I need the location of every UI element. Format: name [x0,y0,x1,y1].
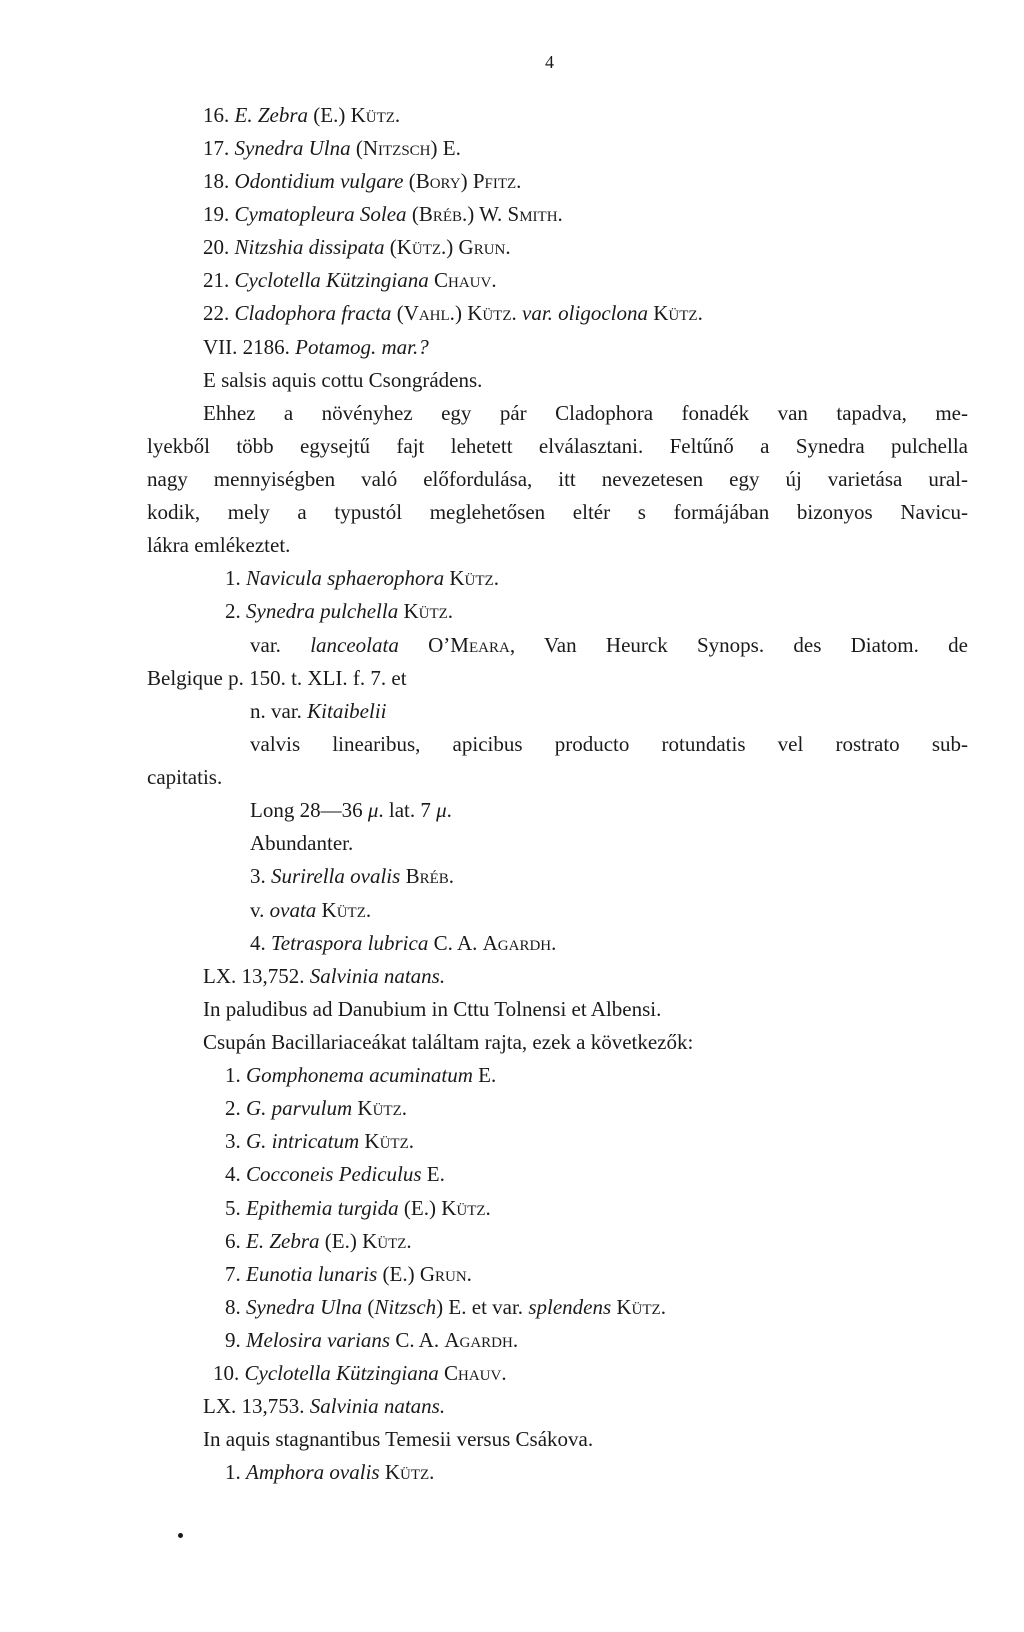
italic-taxon: Cocconeis Pediculus [246,1162,422,1186]
text-run: In paludibus ad Danubium in Cttu Tolnensi et Albensi. [203,997,662,1021]
author-name: Pfitz. [472,169,522,193]
species-entry-16 [203,102,400,128]
species-entry-22 [203,300,703,326]
italic-taxon: lanceolata [310,633,399,657]
text-run: E salsis aquis cottu Csongrádens. [203,368,483,392]
text-run: 7. [225,1262,246,1286]
author-name: Bréb. [405,864,454,888]
italic-taxon: G. parvulum [246,1096,353,1120]
text-run: 2. [225,599,246,623]
specimen-heading-lx [203,1393,445,1419]
text-run: 8. [225,1295,246,1319]
text-run: 5. [225,1196,246,1220]
author-name: Kütz. [321,898,372,922]
text-run: O’ [398,633,451,657]
author-name: Kütz. [441,1196,491,1220]
paragraph-line [147,433,968,459]
text-run: LX. 13,753. [203,1394,310,1418]
italic-taxon: E. Zebra [246,1229,320,1253]
text-run: Csupán Bacillariaceákat találtam rajta, ezek a következők: [203,1030,694,1054]
text-run: 16. [203,103,235,127]
text-run: 1. [225,566,246,590]
text-run: ( [391,301,404,325]
text-run: 18. [203,169,235,193]
author-name: Kütz. [357,1096,407,1120]
text-run: . lat. 7 [378,798,437,822]
locality-line [203,367,482,393]
new-variety-heading [250,698,387,724]
italic-taxon: Cladophora fracta [234,301,392,325]
text-run: ) W. [467,202,508,226]
text-run: 20. [203,235,235,259]
text-run: nagy mennyiségben való előfordulása, itt nevezetesen egy új varietása ural- [147,467,968,491]
diagnosis-line [250,731,968,757]
species-entry-17 [203,135,461,161]
species-entry [225,1128,414,1154]
species-entry-19 [203,201,563,227]
text-run: 6. [225,1229,246,1253]
italic-taxon: Synedra pulchella [246,599,399,623]
species-entry-18 [203,168,521,194]
text-run: kodik, mely a typustól meglehetősen eltér s formájában bizonyos Navicu- [147,500,968,524]
italic-taxon: var. oligoclona [522,301,649,325]
text-run: var. [250,633,311,657]
text-run: Ehhez a növényhez egy pár Cladophora fonadék van tapadva, me- [203,401,968,425]
species-entry [225,1095,407,1121]
author-name: Nitzsch [362,136,431,160]
text-run: VII. 2186. [203,335,296,359]
text-run: C. A. [428,931,483,955]
italic-taxon: Salvinia natans. [309,1394,446,1418]
text-run: , Van Heurck Synops. des Diatom. de [509,633,968,657]
text-run: ) [460,169,473,193]
paragraph-line [147,532,290,558]
text-run: (E.) [319,1229,363,1253]
species-entry [250,863,454,889]
text-run: . [446,798,452,822]
text-run: valvis linearibus, apicibus producto rotundatis vel rostrato sub- [250,732,968,756]
italic-taxon: Cyclotella Kützingiana [234,268,429,292]
text-run: ( [384,235,397,259]
text-run: (E.) [377,1262,420,1286]
paragraph-line [147,466,968,492]
diagnosis-line [147,764,222,790]
text-run: ) [446,235,459,259]
author-name: Kütz. [396,235,447,259]
ink-speck [178,1533,183,1538]
author-name: Kütz. [449,566,499,590]
text-run: E. [472,1063,497,1087]
species-entry [213,1360,507,1386]
text-run: 1. [225,1460,246,1484]
locality-line [203,996,661,1022]
italic-taxon: μ [436,798,447,822]
text-run: E. [421,1162,445,1186]
text-run: 4. [250,931,271,955]
species-entry [225,1261,472,1287]
italic-taxon: Epithemia turgida [246,1196,399,1220]
author-name: Smith. [507,202,563,226]
author-name: Kütz. [653,301,703,325]
text-run: 3. [250,864,271,888]
text-run: 3. [225,1129,246,1153]
abundance-line [250,830,353,856]
text-run: ( [403,169,416,193]
text-run: ) E. [430,136,461,160]
text-run: 1. [225,1063,246,1087]
italic-taxon: Melosira varians [246,1328,391,1352]
paragraph-line [203,400,968,426]
measurement-line [250,797,452,823]
text-run: C. A. [390,1328,445,1352]
species-entry [225,598,453,624]
italic-taxon: Cymatopleura Solea [234,202,407,226]
species-entry-20 [203,234,511,260]
species-entry [225,565,499,591]
text-run: capitatis. [147,765,223,789]
text-run: 10. [213,1361,245,1385]
italic-taxon: Nitzsch [374,1295,437,1319]
author-name: Kütz. [467,301,517,325]
author-name: Kütz. [362,1229,412,1253]
author-name: Meara [450,633,510,657]
italic-taxon: Tetraspora lubrica [271,931,429,955]
species-entry [250,930,556,956]
author-name: Kütz. [384,1460,435,1484]
italic-taxon: Amphora ovalis [246,1460,380,1484]
author-name: Chauv. [444,1361,507,1385]
italic-taxon: Odontidium vulgare [234,169,404,193]
author-name: Agardh. [444,1328,519,1352]
text-run: 22. [203,301,235,325]
text-run: 19. [203,202,235,226]
author-name: Vahl. [403,301,455,325]
text-run: 4. [225,1162,246,1186]
text-run: (E.) [308,103,351,127]
paragraph-line [147,499,968,525]
text-run: LX. 13,752. [203,964,310,988]
text-run: ( [350,136,363,160]
text-run: n. var. [250,699,308,723]
italic-taxon: ovata [269,898,317,922]
species-entry [225,1327,518,1353]
author-name: Kütz. [616,1295,666,1319]
italic-taxon: Salvinia natans. [309,964,446,988]
italic-taxon: G. intricatum [246,1129,360,1153]
text-run: ) E. et var. [436,1295,529,1319]
italic-taxon: Eunotia lunaris [246,1262,378,1286]
text-run: (E.) [398,1196,442,1220]
author-name: Chauv. [434,268,497,292]
author-name: Kütz. [403,599,454,623]
author-name: Grun. [458,235,511,259]
page-number: 4 [545,52,554,72]
species-entry [225,1294,666,1320]
italic-taxon: Kitaibelii [307,699,387,723]
text-run: In aquis stagnantibus Temesii versus Csákova. [203,1427,594,1451]
variety-reference [250,632,968,658]
italic-taxon: Gomphonema acuminatum [246,1063,473,1087]
text-run: 2. [225,1096,246,1120]
author-name: Bory [415,169,461,193]
italic-taxon: Cyclotella Kützingiana [244,1361,439,1385]
species-entry-21 [203,267,497,293]
text-run: lákra emlékeztet. [147,533,291,557]
text-run: ) [454,301,468,325]
italic-taxon: Synedra Ulna [246,1295,363,1319]
text-run: ( [362,1295,375,1319]
author-name: Bréb. [418,202,468,226]
species-entry [225,1228,412,1254]
text-run: v. [250,898,270,922]
italic-taxon: μ [367,798,379,822]
locality-line [203,1426,593,1452]
intro-line [203,1029,693,1055]
author-name: Grun. [419,1262,472,1286]
italic-taxon: Navicula sphaerophora [246,566,445,590]
specimen-heading-vii [203,334,429,360]
italic-taxon: splendens [528,1295,612,1319]
text-run: ( [406,202,419,226]
specimen-heading-lx [203,963,445,989]
italic-taxon: Surirella ovalis [271,864,401,888]
text-run: Abundanter. [250,831,354,855]
species-entry [225,1062,496,1088]
text-run: lyekből több egysejtű fajt lehetett elválasztani. Feltűnő a Synedra pulchella [147,434,968,458]
author-name: Agardh. [482,931,557,955]
italic-taxon: Potamog. mar.? [295,335,429,359]
text-run: 17. [203,136,235,160]
italic-taxon: E. Zebra [234,103,308,127]
author-name: Kütz. [350,103,401,127]
text-run: Long 28—36 [250,798,368,822]
species-entry [225,1459,434,1485]
author-name: Kütz. [364,1129,414,1153]
variety-reference [147,665,407,691]
text-run: 9. [225,1328,246,1352]
species-entry [225,1161,445,1187]
species-entry [225,1195,491,1221]
text-run: 21. [203,268,235,292]
text-run: Belgique p. 150. t. XLI. f. 7. et [147,666,407,690]
italic-taxon: Synedra Ulna [234,136,351,160]
variety-entry [250,897,371,923]
italic-taxon: Nitzshia dissipata [234,235,385,259]
